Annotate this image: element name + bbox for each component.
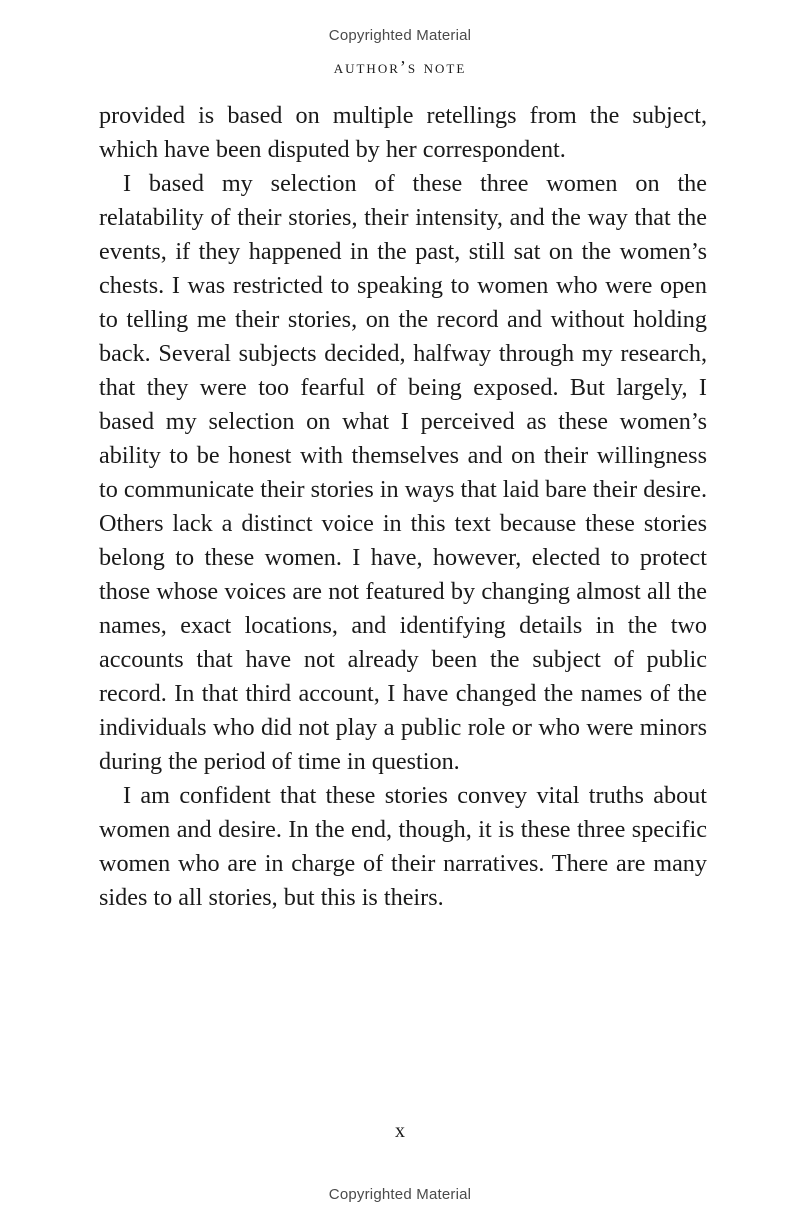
paragraph: I am confident that these stories convey vital truths about women and desire. In the end, though, it is these three specific women who are in charge of their narratives. There are many sides to all stories, but this is theirs. — [99, 782, 707, 911]
paragraph-continuation: provided is based on multiple retellings from the subject, which have been disputed by her correspondent. — [99, 102, 707, 163]
running-head: author’s note — [333, 57, 467, 77]
copyright-watermark-bottom: Copyrighted Material — [328, 1186, 472, 1203]
body-text — [99, 99, 707, 915]
page-number: x — [395, 1120, 405, 1142]
paragraph: I based my selection of these three women on the relatability of their stories, their intensity, and the way that the events, if they happened in the past, still sat on the women’s chests. I was restricted to speaking to women who were open to telling me their stories, on the record and without holding back. Several subjects decided, halfway through my research, that they were too fearful of being exposed. But largely, I based my selection on what I perceived as these women’s ability to be honest with themselves and on their willingness to communicate their stories in ways that laid bare their desire. Others lack a distinct voice in this text because these stories belong to these women. I have, however, elected to protect those whose voices are not featured by changing almost all the names, exact locations, and identifying details in the two accounts that have not already been the subject of public record. In that third account, I have changed the names of the individuals who did not play a public role or who were minors during the period of time in question. — [99, 170, 707, 775]
copyright-watermark-top: Copyrighted Material — [328, 27, 472, 44]
